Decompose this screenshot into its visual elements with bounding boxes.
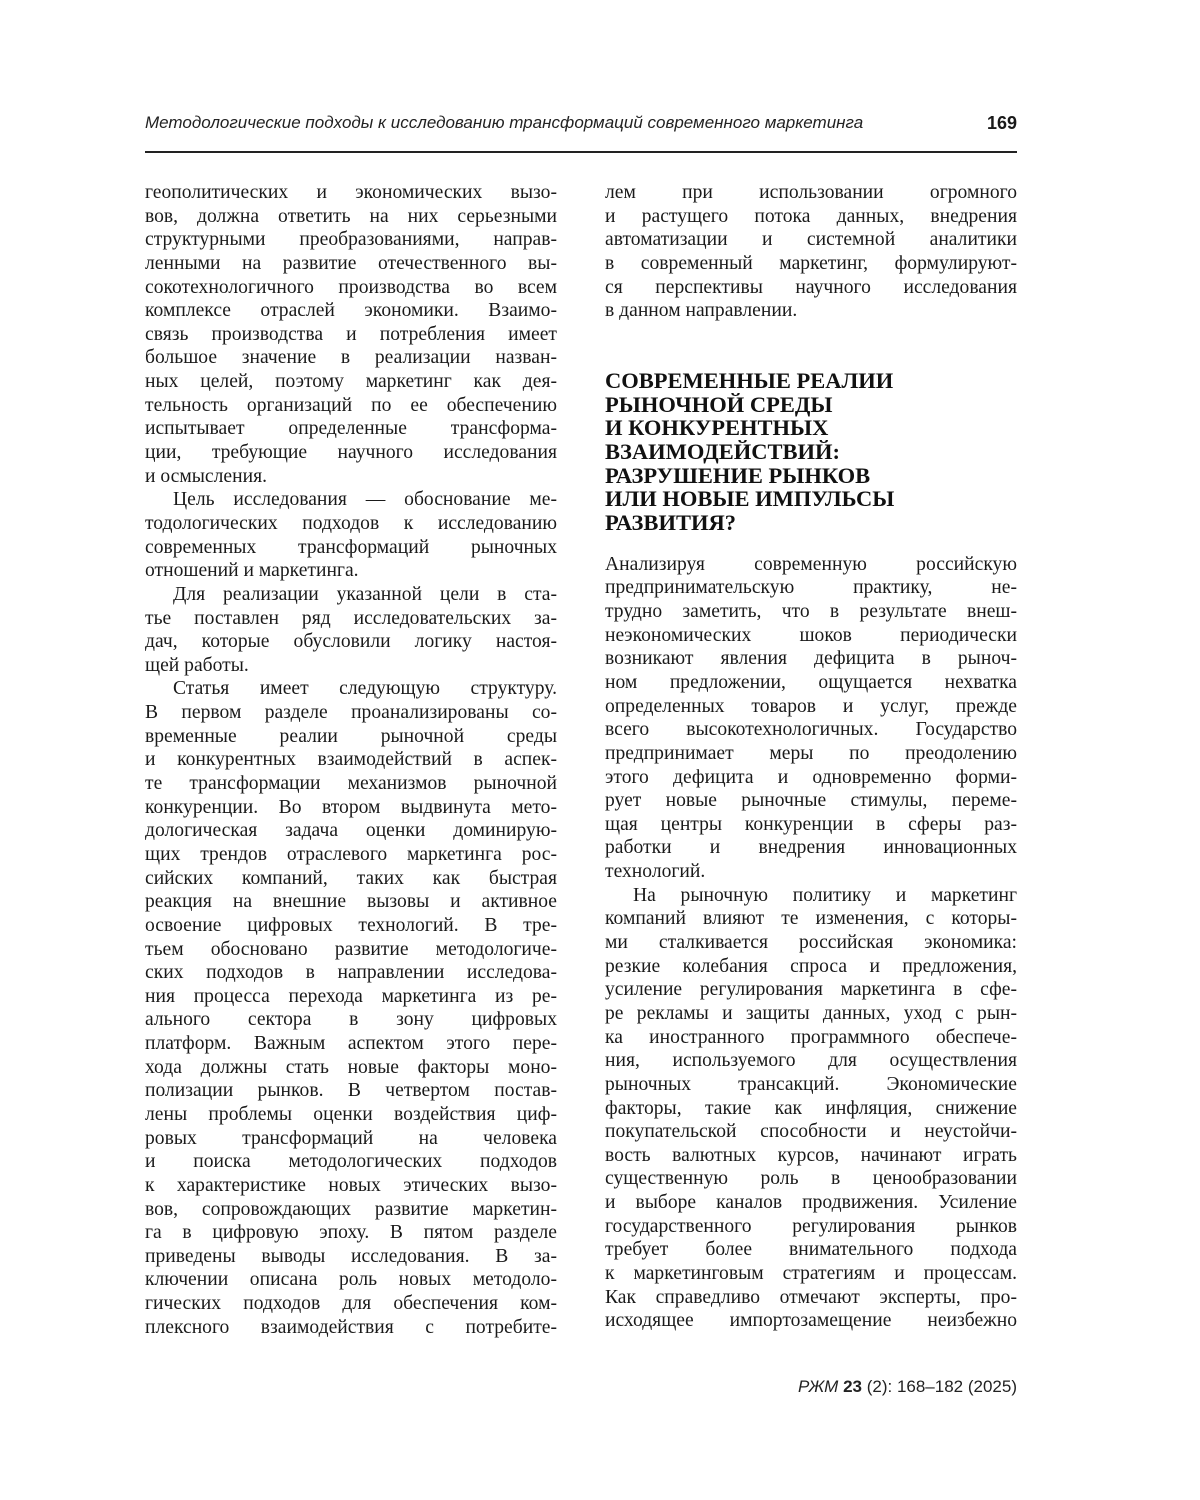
text-line: Для реализации указанной цели в ста- (173, 583, 557, 605)
text-line: к характеристике новых этических вызо- (145, 1174, 557, 1196)
text-line: трудно заметить, что в результате внеш- (605, 601, 1017, 623)
text-line: плексного взаимодействия с потребите- (145, 1316, 557, 1338)
heading-line: ВЗАИМОДЕЙСТВИЙ: (605, 438, 840, 464)
section-body (605, 553, 1017, 1333)
text-line: лены проблемы оценки воздействия циф- (145, 1103, 557, 1125)
text-line: сокотехнологичного производства во всем (145, 276, 557, 298)
text-line: и конкурентных взаимодействий в аспек- (145, 749, 557, 771)
text-line: отношений и маркетинга. (145, 560, 359, 582)
text-line: приведены выводы исследования. В за- (145, 1245, 557, 1267)
text-line: предпринимает меры по преодолению (605, 742, 1017, 764)
text-line: большое значение в реализации назван- (145, 347, 557, 369)
text-line: ального сектора в зону цифровых (145, 1009, 557, 1031)
heading-line: РАЗРУШЕНИЕ РЫНКОВ (605, 462, 871, 488)
paragraph (605, 553, 1017, 884)
text-line: полизации рынков. В четвертом постав- (145, 1080, 557, 1102)
text-line: ми сталкивается российская экономика: (605, 932, 1017, 954)
paragraph (145, 583, 557, 678)
section-heading (605, 369, 1017, 535)
running-head-title: Методологические подходы к исследованию трансформаций современного маркетинга (145, 113, 864, 132)
header-rule (145, 151, 1017, 153)
text-line: ленными на развитие отечественного вы- (145, 252, 557, 274)
text-line: В первом разделе проанализированы со- (145, 702, 557, 724)
text-line: Статья имеет следующую структуру. (173, 678, 557, 700)
paragraph (145, 488, 557, 583)
text-line: лем при использовании огромного (605, 182, 1017, 203)
right-column (605, 181, 1017, 1333)
text-line: рыночных трансакций. Экономические (605, 1073, 1017, 1095)
text-line: к маркетинговым стратегиям и процессам. (605, 1262, 1017, 1284)
text-line: Как справедливо отмечают эксперты, про- (605, 1286, 1017, 1308)
text-line: тье поставлен ряд исследовательских за- (145, 607, 557, 629)
text-line: платформ. Важным аспектом этого пере- (145, 1033, 557, 1055)
text-line: и растущего потока данных, внедрения (605, 205, 1017, 227)
text-line: дач, которые обусловили логику настоя- (145, 631, 557, 653)
paragraph (605, 884, 1017, 1333)
text-line: вов, должна ответить на них серьезными (145, 205, 557, 227)
text-line: существенную роль в ценообразовании (605, 1168, 1017, 1190)
text-line: технологий. (605, 861, 706, 883)
text-line: и поиска методологических подходов (145, 1151, 557, 1173)
footer-citation (798, 1377, 1017, 1397)
text-line: ния, используемого для осуществления (605, 1050, 1017, 1072)
text-line: ся перспективы научного исследования (605, 276, 1017, 298)
text-line: связь производства и потребления имеет (145, 323, 557, 345)
text-line: в данном направлении. (605, 300, 798, 322)
journal-volume: 23 (843, 1377, 862, 1396)
heading-line: РЫНОЧНОЙ СРЕДЫ (605, 391, 833, 417)
text-line: те трансформации механизмов рыночной (145, 773, 557, 795)
text-line: и выборе каналов продвижения. Усиление (605, 1192, 1017, 1214)
text-line: предпринимательскую практику, не- (605, 577, 1017, 599)
text-line: сийских компаний, таких как быстрая (145, 867, 557, 889)
text-line: требует более внимательного подхода (605, 1239, 1017, 1261)
intro-paragraph (605, 181, 1017, 323)
text-line: хода должны стать новые факторы моно- (145, 1056, 557, 1078)
text-line: определенных товаров и услуг, прежде (605, 695, 1017, 717)
text-line: ном предложении, ощущается нехватка (605, 671, 1017, 693)
text-line: временные реалии рыночной среды (145, 725, 557, 747)
text-line: Цель исследования — обоснование ме- (173, 489, 557, 511)
text-line: ских подходов в направлении исследова- (145, 962, 557, 984)
text-line: возникают явления дефицита в рыноч- (605, 648, 1017, 670)
text-line: вов, сопровождающих развитие маркетин- (145, 1198, 557, 1220)
text-line: покупательской способности и неустойчи- (605, 1121, 1017, 1143)
text-line: рует новые рыночные стимулы, переме- (605, 790, 1017, 812)
text-line: На рыночную политику и маркетинг (633, 884, 1017, 906)
text-line: автоматизации и системной аналитики (605, 229, 1017, 251)
text-line: щей работы. (145, 654, 249, 676)
issue-pages-year: (2): 168–182 (2025) (866, 1377, 1017, 1396)
text-line: тьем обосновано развитие методологиче- (145, 938, 557, 960)
text-line: в современный маркетинг, формулируют- (605, 252, 1017, 274)
text-line: тодологических подходов к исследованию (145, 512, 557, 534)
paragraph (145, 677, 557, 1339)
text-line: вость валютных курсов, начинают играть (605, 1144, 1017, 1166)
text-line: компаний влияют те изменения, с которы- (605, 908, 1017, 930)
text-line: ции, требующие научного исследования (145, 442, 557, 464)
left-column (145, 181, 557, 1339)
text-line: геополитических и экономических вызо- (145, 182, 557, 203)
page-number: 169 (986, 113, 1017, 133)
text-line: ре рекламы и защиты данных, уход с рын- (605, 1002, 1017, 1024)
text-line: тельность организаций по ее обеспечению (145, 394, 557, 416)
text-line: ровых трансформаций на человека (145, 1127, 557, 1149)
text-line: реакция на внешние вызовы и активное (145, 891, 557, 913)
text-line: ключении описана роль новых методоло- (145, 1269, 557, 1291)
running-head (145, 113, 1017, 139)
text-line: ных целей, поэтому маркетинг как дея- (145, 371, 557, 393)
text-line: ния процесса перехода маркетинга из ре- (145, 985, 557, 1007)
text-line: всего высокотехнологичных. Государство (605, 719, 1017, 741)
text-line: этого дефицита и одновременно форми- (605, 766, 1017, 788)
text-line: резкие колебания спроса и предложения, (605, 955, 1017, 977)
text-line: щих трендов отраслевого маркетинга рос- (145, 843, 557, 865)
heading-line: ИЛИ НОВЫЕ ИМПУЛЬСЫ (605, 486, 895, 512)
paragraph (145, 181, 557, 488)
text-line: щая центры конкуренции в сферы раз- (605, 813, 1017, 835)
text-line: работки и внедрения инновационных (605, 837, 1017, 859)
journal-abbrev: РЖМ (797, 1377, 839, 1396)
text-line: гических подходов для обеспечения ком- (145, 1293, 557, 1315)
text-line: и осмысления. (145, 465, 267, 487)
text-line: освоение цифровых технологий. В тре- (145, 914, 557, 936)
text-line: современных трансформаций рыночных (145, 536, 557, 558)
text-line: факторы, такие как инфляция, снижение (605, 1097, 1017, 1119)
text-line: испытывает определенные трансформа- (145, 418, 557, 440)
text-line: комплексе отраслей экономики. Взаимо- (145, 300, 557, 322)
text-line: конкуренции. Во втором выдвинута мето- (145, 796, 557, 818)
text-line: исходящее импортозамещение неизбежно (605, 1310, 1017, 1332)
text-line: государственного регулирования рынков (605, 1215, 1017, 1237)
text-line: дологическая задача оценки доминирую- (145, 820, 557, 842)
text-line: структурными преобразованиями, направ- (145, 229, 557, 251)
text-line: га в цифровую эпоху. В пятом разделе (145, 1222, 557, 1244)
text-line: Анализируя современную российскую (605, 553, 1017, 575)
text-line: ка иностранного программного обеспече- (605, 1026, 1017, 1048)
heading-line: СОВРЕМЕННЫЕ РЕАЛИИ (605, 367, 894, 393)
paragraph (605, 181, 1017, 323)
heading-line: И КОНКУРЕНТНЫХ (605, 415, 829, 441)
text-line: неэкономических шоков периодически (605, 624, 1017, 646)
heading-line: РАЗВИТИЯ? (605, 510, 736, 536)
text-line: усиление регулирования маркетинга в сфе- (605, 979, 1017, 1001)
